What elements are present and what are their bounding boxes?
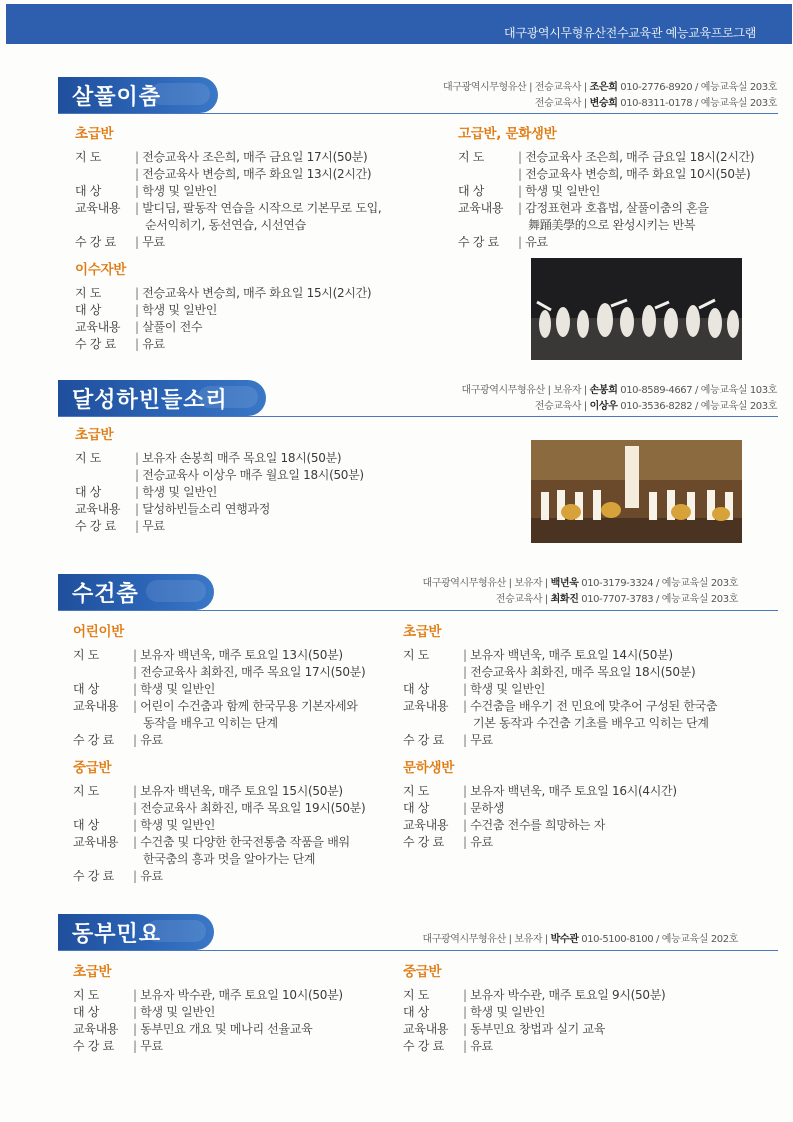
class-block [403, 964, 665, 1055]
section-divider [58, 950, 778, 951]
class-block [75, 126, 381, 251]
label-target: 대 상 [73, 682, 100, 696]
class-block [75, 427, 364, 535]
instructor: | 전승교육사 최화진, 매주 목요일 19시(50분) [133, 800, 365, 817]
instructor: | 전승교육사 조은희, 매주 금요일 17시(50분) [135, 149, 381, 166]
label-target: 대 상 [75, 485, 102, 499]
label-instructor: 지 도 [75, 286, 102, 300]
content: | 수건춤을 배우기 전 민요에 맞추어 구성된 한국춤 [463, 698, 717, 715]
content: | 수건춤 및 다양한 한국전통춤 작품을 배워 [133, 834, 365, 851]
class-name: 초급반 [403, 624, 442, 640]
contact-line: 전승교육사 | 이상우 010-3536-8282 / 예능교육실 203호 [534, 401, 777, 412]
label-fee: 수 강 료 [75, 235, 116, 249]
instructor: | 전승교육사 최화진, 매주 목요일 18시(50분) [463, 664, 717, 681]
instructor: | 보유자 손봉희 매주 목요일 18시(50분) [135, 450, 364, 467]
label-target: 대 상 [403, 682, 430, 696]
class-name: 문하생반 [403, 760, 454, 776]
label-content: 교육내용 [75, 201, 121, 215]
content: | 달성하빈들소리 연행과정 [135, 501, 364, 518]
label-target: 대 상 [75, 184, 102, 198]
label-content: 교육내용 [458, 201, 504, 215]
class-name: 초급반 [75, 427, 114, 443]
fee: | 무료 [133, 1038, 343, 1055]
class-name: 고급반, 문화생반 [458, 126, 557, 142]
class-block [73, 964, 343, 1055]
content: 舞踊美學的으로 완성시키는 반복 [528, 218, 696, 232]
target: | 학생 및 일반인 [133, 681, 365, 698]
label-fee: 수 강 료 [73, 869, 114, 883]
section-divider [58, 113, 778, 114]
content: | 수건춤 전수를 희망하는 자 [463, 817, 677, 834]
class-block [75, 262, 371, 353]
fee: | 유료 [518, 234, 754, 251]
class-name: 초급반 [73, 964, 112, 980]
contact-info-dalseong [461, 383, 777, 415]
label-content: 교육내용 [73, 835, 119, 849]
fee: | 유료 [133, 868, 365, 885]
label-instructor: 지 도 [458, 150, 485, 164]
target: | 학생 및 일반인 [133, 1004, 343, 1021]
label-target: 대 상 [75, 303, 102, 317]
target: | 학생 및 일반인 [463, 1004, 665, 1021]
label-instructor: 지 도 [403, 648, 430, 662]
content: | 어린이 수건춤과 함께 한국무용 기본자세와 [133, 698, 365, 715]
fee: | 유료 [463, 834, 677, 851]
fee: | 무료 [135, 518, 364, 535]
target: | 학생 및 일반인 [463, 681, 717, 698]
class-block [73, 624, 365, 749]
class-block [73, 760, 365, 885]
class-name: 초급반 [75, 126, 114, 142]
class-name: 중급반 [403, 964, 442, 980]
content: | 동부민요 개요 및 메나리 선율교육 [133, 1021, 343, 1038]
contact-info-salpuri [443, 80, 777, 112]
label-content: 교육내용 [75, 502, 121, 516]
label-fee: 수 강 료 [73, 1039, 114, 1053]
instructor: | 보유자 박수관, 매주 토요일 9시(50분) [463, 987, 665, 1004]
label-target: 대 상 [458, 184, 485, 198]
header-bar [6, 4, 792, 44]
label-content: 교육내용 [73, 1022, 119, 1036]
label-instructor: 지 도 [403, 784, 430, 798]
label-content: 교육내용 [75, 320, 121, 334]
section-title-salpuri: 살풀이춤 [58, 77, 218, 113]
label-content: 교육내용 [403, 699, 449, 713]
class-name: 어린이반 [73, 624, 124, 640]
header-text: 대구광역시무형유산전수교육관 예능교육프로그램 [504, 26, 756, 40]
instructor: | 보유자 백년욱, 매주 토요일 16시(4시간) [463, 783, 677, 800]
content: | 살풀이 전수 [135, 319, 371, 336]
section-divider [58, 610, 778, 611]
label-content: 교육내용 [403, 818, 449, 832]
label-fee: 수 강 료 [75, 337, 116, 351]
label-instructor: 지 도 [73, 648, 100, 662]
instructor: | 전승교육사 조은희, 매주 금요일 18시(2시간) [518, 149, 754, 166]
content: 동작을 배우고 익히는 단계 [143, 716, 278, 730]
label-instructor: 지 도 [75, 451, 102, 465]
class-block [403, 624, 717, 749]
label-fee: 수 강 료 [458, 235, 499, 249]
label-target: 대 상 [403, 1005, 430, 1019]
contact-line: 전승교육사 | 변승희 010-8311-0178 / 예능교육실 203호 [534, 98, 777, 109]
class-name: 이수자반 [75, 262, 126, 278]
label-content: 교육내용 [73, 699, 119, 713]
label-target: 대 상 [403, 801, 430, 815]
target: | 학생 및 일반인 [135, 484, 364, 501]
label-instructor: 지 도 [73, 784, 100, 798]
class-block [403, 760, 677, 851]
fee: | 무료 [135, 234, 381, 251]
instructor: | 보유자 백년욱, 매주 토요일 15시(50분) [133, 783, 365, 800]
section-title-sugeon: 수건춤 [58, 574, 214, 610]
target: | 학생 및 일반인 [135, 302, 371, 319]
label-fee: 수 강 료 [403, 835, 444, 849]
label-instructor: 지 도 [73, 988, 100, 1002]
dalseong-performance-photo [531, 440, 742, 543]
contact-line: 대구광역시무형유산 | 보유자 | 백년욱 010-3179-3324 / 예능교육실 203호 [422, 578, 738, 589]
contact-line: 대구광역시무형유산 | 보유자 | 손봉희 010-8589-4667 / 예능교육실 103호 [461, 385, 777, 396]
section-title-dongbu: 동부민요 [58, 914, 214, 950]
target: | 학생 및 일반인 [133, 817, 365, 834]
content: 한국춤의 흥과 멋을 알아가는 단계 [143, 852, 316, 866]
section-title-dalseong: 달성하빈들소리 [58, 380, 266, 416]
fee: | 무료 [463, 732, 717, 749]
label-fee: 수 강 료 [403, 733, 444, 747]
target: | 학생 및 일반인 [135, 183, 381, 200]
content: | 발디딤, 팔동작 연습을 시작으로 기본무로 도입, [135, 200, 381, 217]
salpuri-dance-photo [531, 258, 742, 360]
instructor: | 보유자 백년욱, 매주 토요일 14시(50분) [463, 647, 717, 664]
contact-info-dongbu [422, 932, 738, 948]
contact-line: 대구광역시무형유산 | 보유자 | 박수관 010-5100-8100 / 예능교육실 202호 [422, 934, 738, 945]
label-fee: 수 강 료 [75, 519, 116, 533]
label-instructor: 지 도 [403, 988, 430, 1002]
instructor: | 전승교육사 변승희, 매주 화요일 15시(2시간) [135, 285, 371, 302]
contact-line: 전승교육사 | 최화진 010-7707-3783 / 예능교육실 203호 [495, 594, 738, 605]
content: 순서익히기, 동선연습, 시선연습 [145, 218, 306, 232]
contact-info-sugeon [422, 576, 738, 608]
content: | 동부민요 창법과 실기 교육 [463, 1021, 665, 1038]
label-instructor: 지 도 [75, 150, 102, 164]
label-target: 대 상 [73, 1005, 100, 1019]
label-content: 교육내용 [403, 1022, 449, 1036]
instructor: | 보유자 박수관, 매주 토요일 10시(50분) [133, 987, 343, 1004]
fee: | 유료 [463, 1038, 665, 1055]
instructor: | 전승교육사 변승희, 매주 화요일 10시(50분) [518, 166, 754, 183]
instructor: | 전승교육사 변승희, 매주 화요일 13시(2시간) [135, 166, 381, 183]
instructor: | 보유자 백년욱, 매주 토요일 13시(50분) [133, 647, 365, 664]
fee: | 유료 [133, 732, 365, 749]
target: | 학생 및 일반인 [518, 183, 754, 200]
label-fee: 수 강 료 [73, 733, 114, 747]
instructor: | 전승교육사 이상우 매주 월요일 18시(50분) [135, 467, 364, 484]
label-target: 대 상 [73, 818, 100, 832]
content: 기본 동작과 수건춤 기초를 배우고 익히는 단계 [473, 716, 709, 730]
label-fee: 수 강 료 [403, 1039, 444, 1053]
content: | 감정표현과 호흡법, 살풀이춤의 혼을 [518, 200, 754, 217]
fee: | 유료 [135, 336, 371, 353]
target: | 문하생 [463, 800, 677, 817]
class-name: 중급반 [73, 760, 112, 776]
instructor: | 전승교육사 최화진, 매주 목요일 17시(50분) [133, 664, 365, 681]
section-divider [58, 416, 778, 417]
class-block [458, 126, 754, 251]
contact-line: 대구광역시무형유산 | 전승교육사 | 조은희 010-2776-8920 / 예능교육실 203호 [442, 82, 777, 93]
